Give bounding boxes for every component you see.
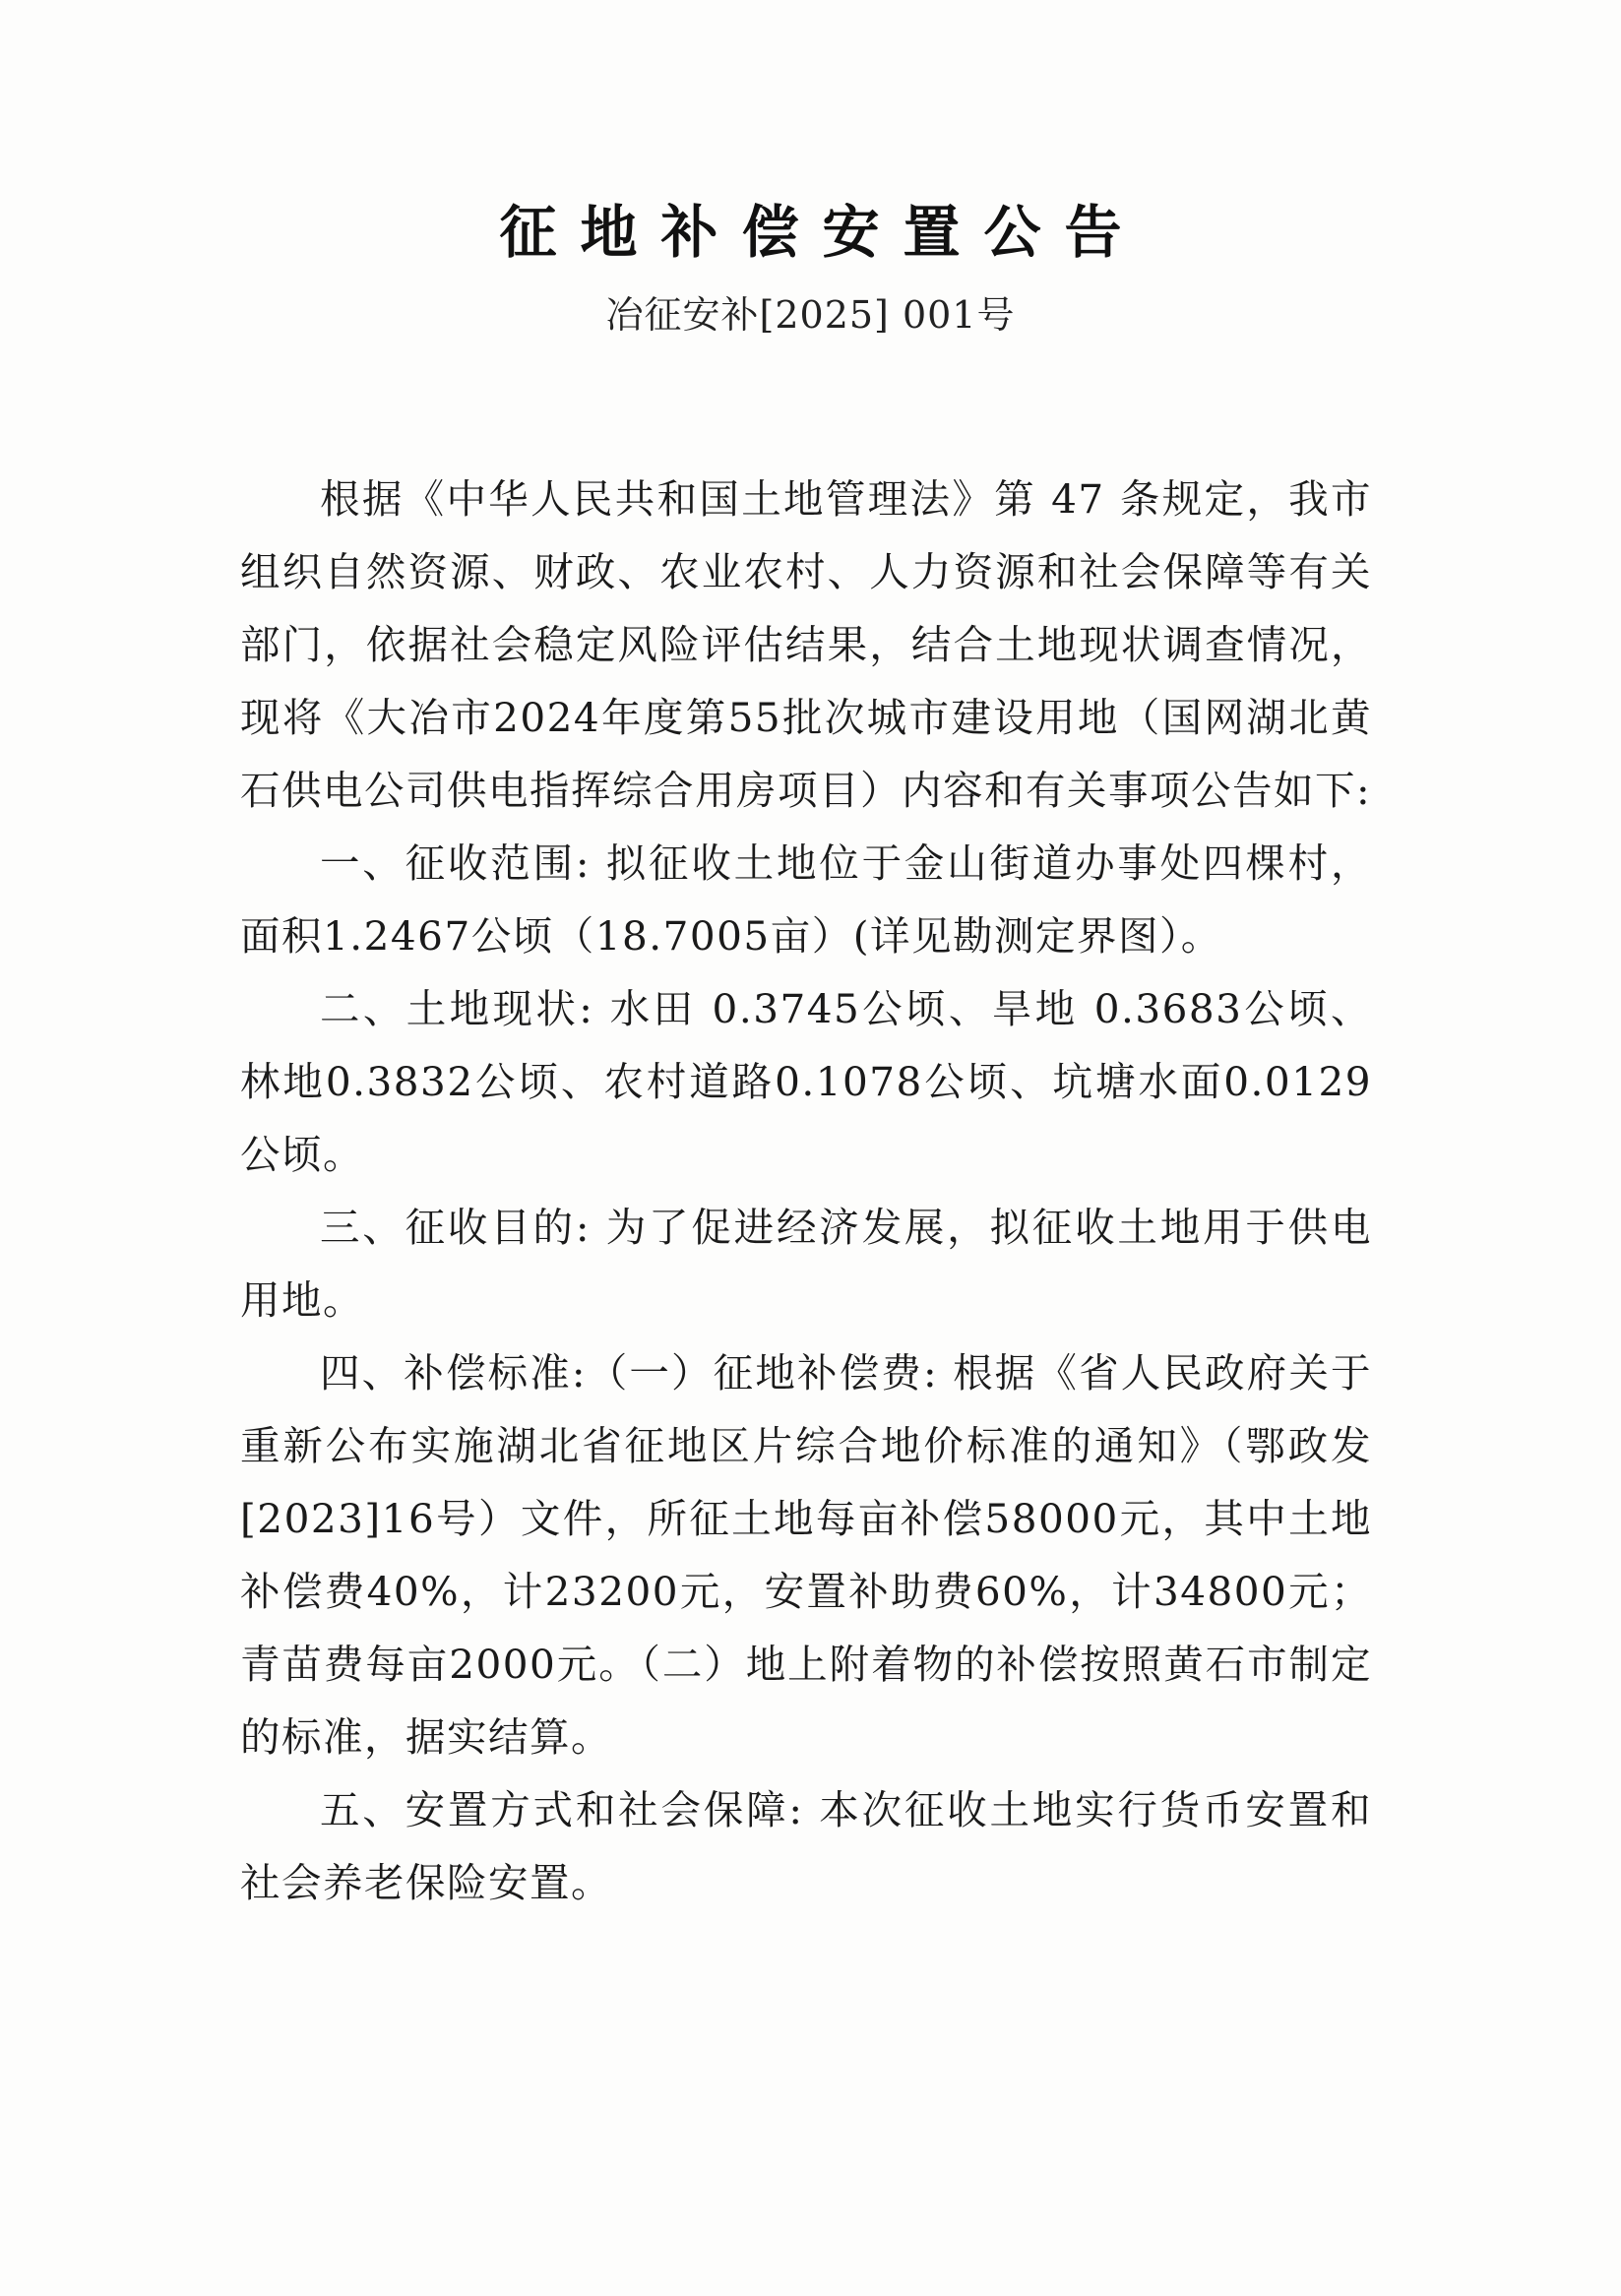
document-body (240, 463, 1372, 1919)
paragraph-resettlement: 五、安置方式和社会保障: 本次征收土地实行货币安置和社会养老保险安置。 (240, 1786, 1372, 1906)
document-title: 征地补偿安置公告 (499, 199, 1146, 266)
paragraph-scope: 一、征收范围: 拟征收土地位于金山街道办事处四棵村，面积1.2467公顷（18.7005亩）(详见勘测定界图）。 (240, 839, 1372, 960)
paragraph-purpose: 三、征收目的: 为了促进经济发展，拟征收土地用于供电用地。 (240, 1204, 1372, 1324)
paragraph-compensation: 四、补偿标准:（一）征地补偿费: 根据《省人民政府关于重新公布实施湖北省征地区片综合地价标准的通知》（鄂政发[2023]16号）文件，所征土地每亩补偿58000元，其中土地补偿费40%，计23200元，安置补助费60%，计34800元；青苗费每亩2000元。（二）地上附着物的补偿按照黄石市制定的标准，据实结算。 (240, 1349, 1372, 1761)
paragraph-intro: 根据《中华人民共和国土地管理法》第 47 条规定，我市组织自然资源、财政、农业农村、人力资源和社会保障等有关部门，依据社会稳定风险评估结果，结合土地现状调查情况，现将《大冶市2024年度第55批次城市建设用地（国网湖北黄石供电公司供电指挥综合用房项目）内容和有关事项公告如下: (240, 475, 1372, 814)
paragraph-land-status: 二、土地现状: 水田 0.3745公顷、旱地 0.3683公顷、林地0.3832公顷、农村道路0.1078公顷、坑塘水面0.0129公顷。 (240, 985, 1372, 1178)
document-number: 冶征安补[2025] 001号 (605, 293, 1016, 337)
